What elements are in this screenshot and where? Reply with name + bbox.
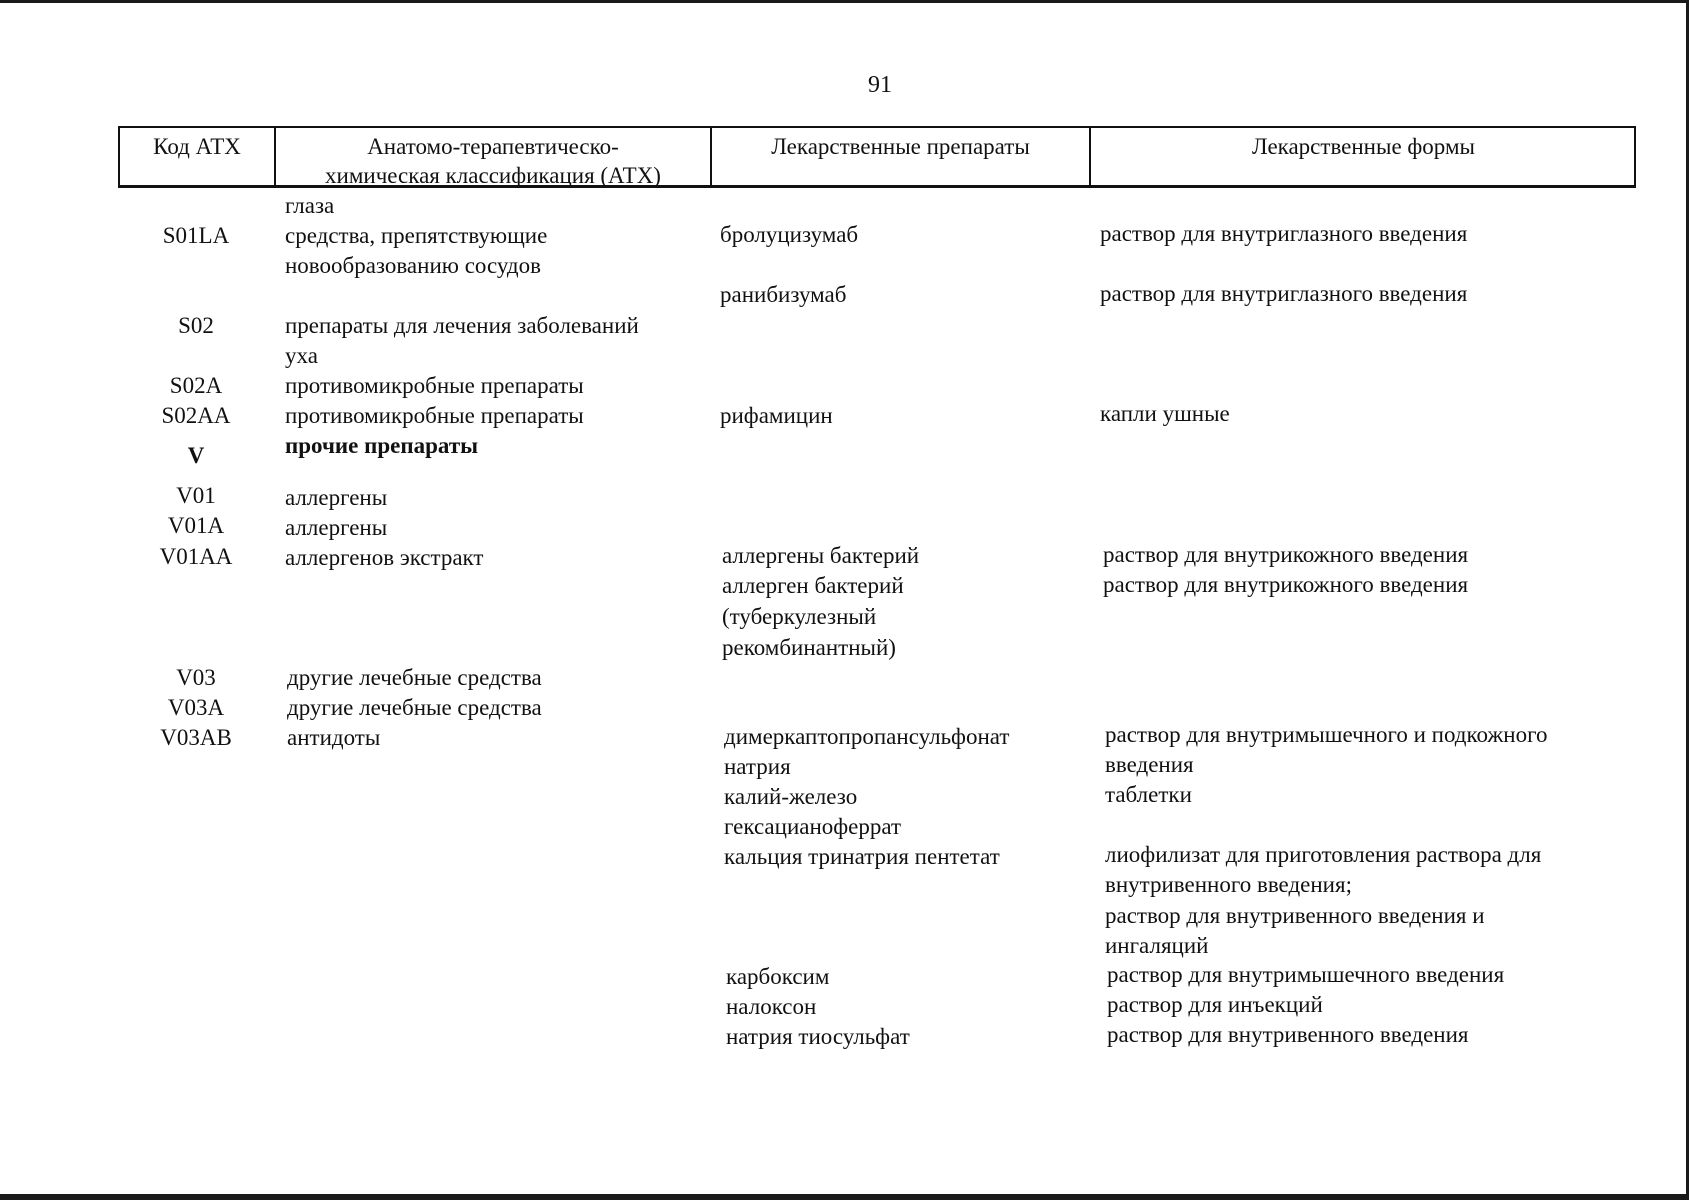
class-line: глаза xyxy=(285,193,335,218)
drug-line: налоксон xyxy=(726,994,817,1019)
header-drugs: Лекарственные препараты xyxy=(710,128,1089,186)
form-line: таблетки xyxy=(1105,782,1192,807)
scan-border-bottom xyxy=(0,1194,1689,1200)
drug-line: карбоксим xyxy=(726,964,830,989)
class-line: аллергены xyxy=(285,485,388,510)
form-line: раствор для внутривенного введения xyxy=(1107,1022,1469,1047)
class-line: новообразованию сосудов xyxy=(285,253,541,278)
class-line: препараты для лечения заболеваний xyxy=(285,313,639,338)
form-line: ингаляций xyxy=(1105,933,1209,958)
header-classification-line2: химическая классификация (АТХ) xyxy=(325,163,661,188)
form-line: раствор для внутрикожного введения xyxy=(1103,572,1469,597)
class-line: антидоты xyxy=(287,725,381,750)
atc-code: S02A xyxy=(169,373,223,398)
class-line: аллергенов экстракт xyxy=(285,545,484,570)
table-header xyxy=(118,126,1636,188)
drug-line: рекомбинантный) xyxy=(722,635,896,660)
atc-code: S01LA xyxy=(162,223,230,248)
atc-code: V01A xyxy=(167,513,225,538)
class-line: аллергены xyxy=(285,515,388,540)
form-line: раствор для внутримышечного введения xyxy=(1107,962,1505,987)
header-classification xyxy=(274,128,710,186)
class-line: другие лечебные средства xyxy=(287,695,542,720)
drug-line: бролуцизумаб xyxy=(720,222,859,247)
form-line: лиофилизат для приготовления раствора для xyxy=(1105,842,1542,867)
atc-code: S02AA xyxy=(161,403,231,428)
drug-line: натрия тиосульфат xyxy=(726,1024,910,1049)
form-line: капли ушные xyxy=(1100,401,1230,426)
atc-code: V01 xyxy=(176,483,216,508)
form-line: раствор для внутриглазного введения xyxy=(1100,221,1468,246)
drug-line: ранибизумаб xyxy=(720,282,847,307)
header-forms: Лекарственные формы xyxy=(1089,128,1636,186)
form-line: раствор для инъекций xyxy=(1107,992,1323,1017)
class-line: противомикробные препараты xyxy=(285,403,584,428)
drug-line: кальция тринатрия пентетат xyxy=(724,844,1000,869)
form-line: раствор для внутримышечного и подкожного xyxy=(1105,722,1548,747)
class-line: прочие препараты xyxy=(285,433,479,458)
drug-line: гексацианоферрат xyxy=(724,814,902,839)
drug-line: (туберкулезный xyxy=(722,604,877,629)
form-line: введения xyxy=(1105,752,1194,777)
drug-line: натрия xyxy=(724,754,791,779)
atc-code: V03 xyxy=(176,665,216,690)
drug-line: димеркаптопропансульфонат xyxy=(724,724,1010,749)
atc-code: V01AA xyxy=(159,544,233,569)
header-classification-line1: Анатомо-терапевтическо- xyxy=(367,134,619,159)
scan-border-top xyxy=(0,0,1689,3)
atc-code: V03A xyxy=(167,695,225,720)
page-number: 91 xyxy=(868,72,892,98)
form-line: раствор для внутрикожного введения xyxy=(1103,542,1469,567)
drug-line: аллергены бактерий xyxy=(722,543,920,568)
class-line: уха xyxy=(285,343,318,368)
form-line: раствор для внутриглазного введения xyxy=(1100,281,1468,306)
class-line: противомикробные препараты xyxy=(285,373,584,398)
atc-code: V xyxy=(187,443,205,468)
class-line: средства, препятствующие xyxy=(285,223,548,248)
header-code: Код АТХ xyxy=(153,134,241,159)
drug-line: рифамицин xyxy=(720,403,833,428)
form-line: внутривенного введения; xyxy=(1105,872,1352,897)
form-line: раствор для внутривенного введения и xyxy=(1105,903,1485,928)
atc-code: S02 xyxy=(178,313,214,338)
class-line: другие лечебные средства xyxy=(287,665,542,690)
atc-code: V03AB xyxy=(160,725,232,750)
drug-line: аллерген бактерий xyxy=(722,573,904,598)
drug-line: калий-железо xyxy=(724,784,858,809)
